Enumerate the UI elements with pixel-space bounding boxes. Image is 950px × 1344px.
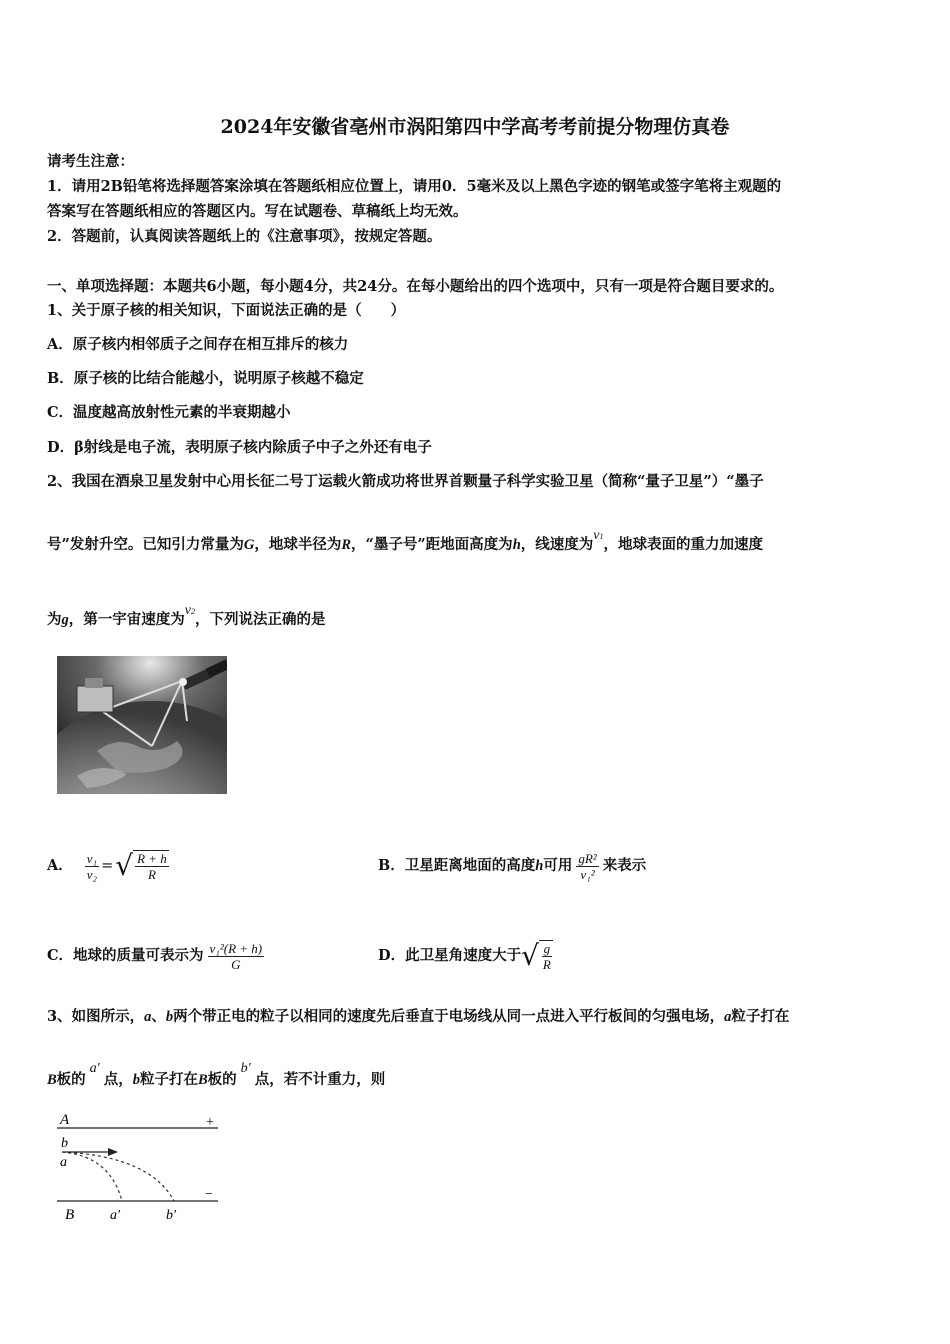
q3-line-2 — [47, 1061, 386, 1090]
gr2-over-v1sq-fraction — [576, 851, 598, 882]
sqrt-body — [133, 850, 169, 882]
q2-option-c-text: C．地球的质量可表示为 — [47, 947, 204, 964]
v2-sub: 2 — [190, 607, 195, 616]
q3-line-1 — [47, 1008, 789, 1026]
q3-text: 粒子打在 — [139, 1071, 198, 1088]
label-b-prime: b′ — [166, 1208, 177, 1223]
v1-sub: 1 — [599, 532, 604, 541]
q3-text: 、 — [151, 1008, 166, 1025]
sqrt-body — [539, 940, 553, 972]
notice-line-2: 答案写在答题纸相应的答题区内。写在试题卷、草稿纸上均无效。 — [47, 203, 468, 220]
v2-symbol — [185, 603, 195, 618]
fraction-numerator: v₁ — [86, 850, 98, 866]
q1-option-d: D．β射线是电子流，表明原子核内除质子中子之外还有电子 — [47, 439, 432, 456]
q2-text: ，“墨子号”距地面高度为 — [351, 536, 513, 553]
var-h: h — [535, 858, 544, 874]
q2-text: 为 — [47, 611, 62, 628]
fraction-denominator: v₁² — [580, 866, 595, 882]
sqrt-g-over-r — [521, 940, 553, 972]
radicand-fraction — [541, 941, 553, 972]
radical-sign-icon: √ — [115, 849, 134, 882]
radical-sign-icon: √ — [521, 939, 539, 972]
label-plus: + — [206, 1115, 214, 1130]
label-a: a — [60, 1155, 67, 1170]
fraction-numerator: R + h — [137, 851, 167, 866]
label-plate-a: A — [60, 1112, 70, 1128]
q2-text: ，第一宇宙速度为 — [68, 611, 185, 628]
q2-text: ，下列说法正确的是 — [194, 611, 326, 628]
notice-heading: 请考生注意： — [47, 153, 134, 170]
sqrt-r-plus-h-over-r — [115, 850, 169, 882]
label-minus: − — [205, 1187, 213, 1202]
section-heading: 一、单项选择题：本题共6小题，每小题4分，共24分。在每小题给出的四个选项中，只有一项是符合题目要求的。 — [47, 278, 784, 295]
var-b: b — [132, 1072, 140, 1088]
fraction-numerator: gR² — [578, 850, 597, 866]
a-prime-symbol: a′ — [89, 1061, 100, 1076]
equals-sign: = — [101, 858, 114, 874]
q3-text: 点， — [103, 1071, 133, 1088]
b-prime-symbol: b′ — [240, 1061, 251, 1076]
satellite-earth-image — [57, 656, 227, 794]
v2-base: v — [184, 603, 191, 618]
trajectory-a — [62, 1152, 122, 1201]
q2-option-b-text: B．卫星距离地面的高度 — [378, 857, 536, 874]
q3-text: 3、如图所示， — [47, 1008, 145, 1025]
var-a: a — [724, 1009, 732, 1025]
notice-line-1: 1．请用2B铅笔将选择题答案涂填在答题纸相应位置上，请用0．5毫米及以上黑色字迹的钢笔或签字笔将主观题的 — [47, 178, 782, 195]
label-plate-b: B — [65, 1207, 75, 1223]
v1-symbol — [593, 528, 603, 543]
q2-option-b-text: 可用 — [543, 857, 573, 874]
fraction-numerator: g — [543, 941, 551, 956]
v1-over-v2-fraction — [85, 851, 99, 882]
var-R: R — [341, 537, 351, 553]
q3-text: 粒子打在 — [731, 1008, 790, 1025]
trajectory-b — [62, 1152, 174, 1201]
var-a: a — [144, 1009, 152, 1025]
q2-option-b — [378, 843, 646, 889]
q2-text: ，线速度为 — [520, 536, 594, 553]
var-B: B — [47, 1072, 57, 1088]
var-G: G — [243, 537, 255, 553]
earth-mass-fraction — [208, 941, 265, 972]
q2-option-d-text: D．此卫星角速度大于 — [378, 947, 522, 964]
q2-option-c — [47, 933, 264, 979]
q2-text: ，地球表面的重力加速度 — [603, 536, 763, 553]
v1-base: v — [593, 528, 600, 543]
var-h: h — [512, 537, 521, 553]
fraction-denominator: G — [231, 956, 241, 972]
q2-option-a — [47, 843, 169, 889]
label-a-prime: a′ — [110, 1208, 121, 1223]
fraction-denominator: R — [147, 867, 156, 882]
var-b: b — [165, 1009, 174, 1025]
q1-option-b: B．原子核的比结合能越小，说明原子核越不稳定 — [47, 370, 364, 387]
q2-option-d — [378, 933, 553, 979]
q2-text: ，地球半径为 — [254, 536, 342, 553]
q2-line-1: 2、我国在酒泉卫星发射中心用长征二号丁运载火箭成功将世界首颗量子科学实验卫星（简称“量子卫星”）“墨子 — [47, 473, 764, 490]
q1-option-a: A．原子核内相邻质子之间存在相互排斥的核力 — [47, 336, 349, 353]
fraction-numerator: v₁²(R + h) — [209, 940, 263, 956]
page-title: 2024年安徽省亳州市涡阳第四中学高考考前提分物理仿真卷 — [220, 116, 730, 138]
q2-text: 号”发射升空。已知引力常量为 — [47, 536, 244, 553]
q1-option-c: C．温度越高放射性元素的半衰期越小 — [47, 404, 291, 421]
arrowhead-icon — [108, 1148, 118, 1156]
q3-text: 点，若不计重力，则 — [254, 1071, 386, 1088]
radicand-fraction — [135, 851, 169, 882]
q3-text: 两个带正电的粒子以相同的速度先后垂直于电场线从同一点进入平行板间的匀强电场， — [173, 1008, 725, 1025]
q2-option-b-text: 来表示 — [602, 857, 647, 874]
var-g: g — [61, 612, 69, 628]
parallel-plate-diagram — [50, 1108, 230, 1226]
notice-line-3: 2．答题前，认真阅读答题纸上的《注意事项》，按规定答题。 — [47, 228, 442, 245]
q2-line-3 — [47, 603, 326, 631]
q3-text: 板的 — [56, 1071, 86, 1088]
q3-text: 板的 — [207, 1071, 237, 1088]
var-B: B — [197, 1072, 208, 1088]
fraction-denominator: v₂ — [86, 866, 98, 882]
q2-option-a-label: A． — [47, 857, 73, 874]
label-b: b — [61, 1136, 68, 1151]
q1-stem: 1、关于原子核的相关知识，下面说法正确的是（ ） — [47, 302, 406, 319]
q2-line-2 — [47, 528, 763, 556]
fraction-denominator: R — [542, 957, 551, 972]
